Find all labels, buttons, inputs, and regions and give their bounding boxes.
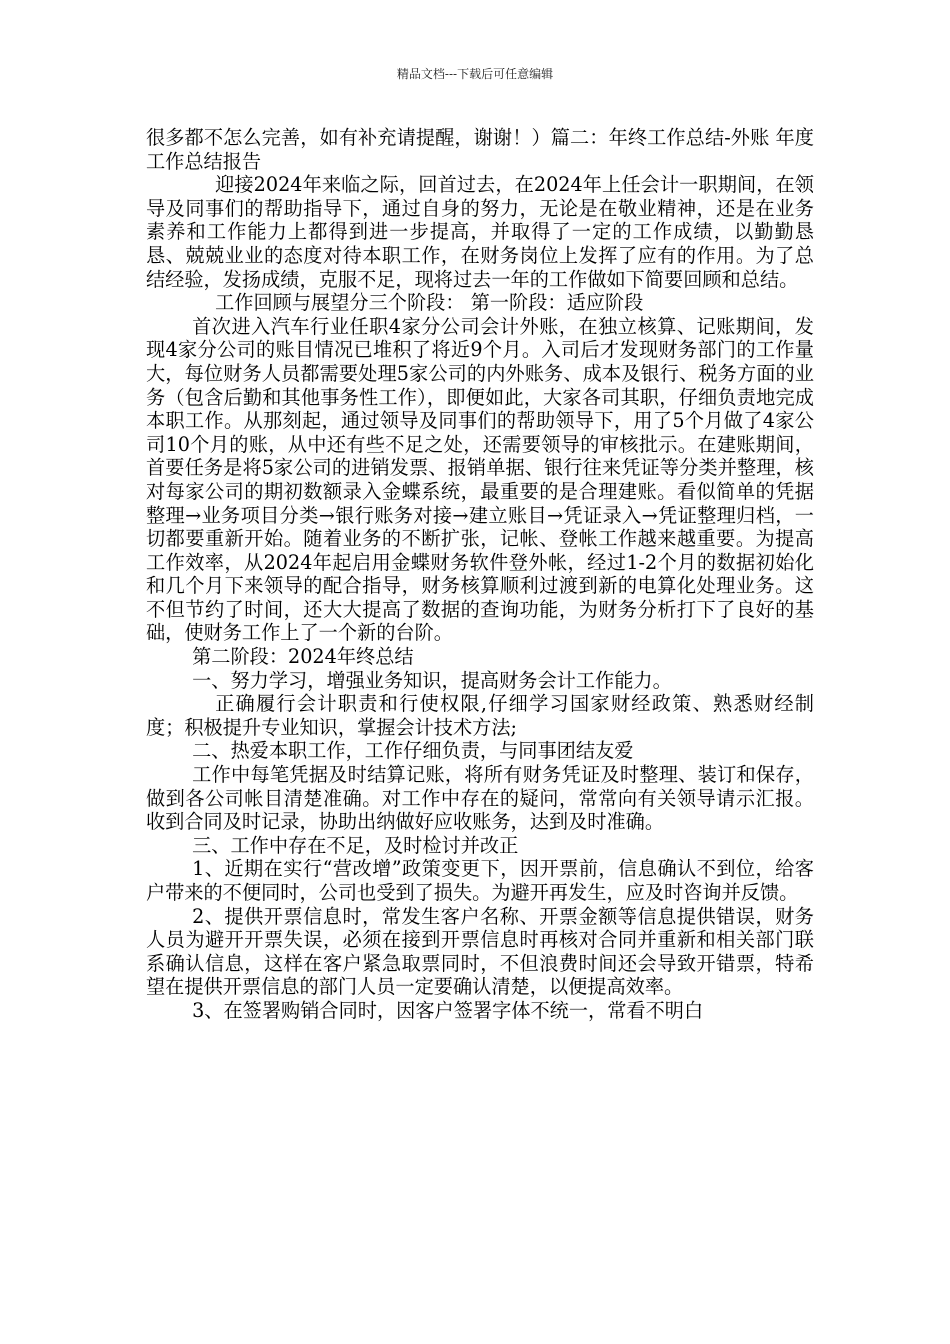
- paragraph-stage-one: 首次进入汽车行业任职4家分公司会计外账，在独立核算、记账期间，发现4家分公司的账目情况已堆积了将近9个月。入司后才发现财务部门的工作量大，每位财务人员都需要处理5家公司的内外账务、成本及银行、税务方面的业务（包含后勤和其他事务性工作），即便如此，大家各司其职，仔细负责地完成本职工作。从那刻起，通过领导及同事们的帮助领导下，用了5个月做了4家公司10个月的账，从中还有些不足之处，还需要领导的审核批示。在建账期间，首要任务是将5家公司的进销发票、报销单据、银行往来凭证等分类并整理，核对每家公司的期初数额录入金蝶系统，最重要的是合理建账。看似简单的凭据整理→业务项目分类→银行账务对接→建立账目→凭证录入→凭证整理归档，一切都要重新开始。随着业务的不断扩张，记帐、登帐工作越来越重要。为提高工作效率，从2024年起启用金蝶财务软件登外帐，经过1-2个月的数据初始化和几个月下来领导的配合指导，财务核算顺利过渡到新的电算化处理业务。这不但节约了时间，还大大提高了数据的查询功能，为财务分析打下了良好的基础，使财务工作上了一个新的台阶。: [146, 314, 814, 645]
- paragraph-stage-two-heading: 第二阶段：2024年终总结: [192, 645, 414, 669]
- paragraph-opening: 迎接2024年来临之际，回首过去，在2024年上任会计一职期间，在领导及同事们的帮助指导下，通过自身的努力，无论是在敬业精神，还是在业务素养和工作能力上都得到进一步提高，并取得了一定的工作成绩，以勤勤恳恳、兢兢业业的态度对待本职工作，在财务岗位上发挥了应有的作用。为了总结经验，发扬成绩，克服不足，现将过去一年的工作做如下简要回顾和总结。: [146, 173, 814, 291]
- paragraph-section-two-heading: 二、热爱本职工作，工作仔细负责，与同事团结友爱: [192, 739, 634, 763]
- paragraph-point-two: 2、提供开票信息时，常发生客户名称、开票金额等信息提供错误，财务人员为避开开票失误，必须在接到开票信息时再核对合同并重新和相关部门联系确认信息，这样在客户紧急取票同时，不但浪费时间还会导致开错票，特希望在提供开票信息的部门人员一定要确认清楚，以便提高效率。: [146, 904, 814, 999]
- page-header: 精品文档---下载后可任意编辑: [396, 67, 554, 81]
- paragraph-section-one-body: 正确履行会计职责和行使权限,仔细学习国家财经政策、熟悉财经制度；积极提升专业知识，掌握会计技术方法;: [146, 692, 814, 739]
- document-body: [146, 126, 814, 1023]
- paragraph-stages-heading: 工作回顾与展望分三个阶段： 第一阶段：适应阶段: [215, 291, 644, 315]
- paragraph-section-one-heading: 一、努力学习，增强业务知识，提高财务会计工作能力。: [192, 668, 672, 692]
- paragraph-point-three: 3、在签署购销合同时，因客户签署字体不统一，常看不明白: [192, 998, 704, 1022]
- paragraph-intro: 很多都不怎么完善，如有补充请提醒，谢谢！）篇二：年终工作总结-外账 年度工作总结报告: [146, 126, 814, 173]
- paragraph-section-three-heading: 三、工作中存在不足，及时检讨并改正: [192, 833, 519, 857]
- paragraph-section-two-body: 工作中每笔凭据及时结算记账，将所有财务凭证及时整理、装订和保存，做到各公司帐目清楚准确。对工作中存在的疑问，常常向有关领导请示汇报。 收到合同及时记录，协助出纳做好应收账务，达到及时准确。: [146, 763, 814, 834]
- paragraph-point-one: 1、近期在实行“营改增”政策变更下，因开票前，信息确认不到位，给客户带来的不便同时，公司也受到了损失。为避开再发生，应及时咨询并反馈。: [146, 857, 814, 904]
